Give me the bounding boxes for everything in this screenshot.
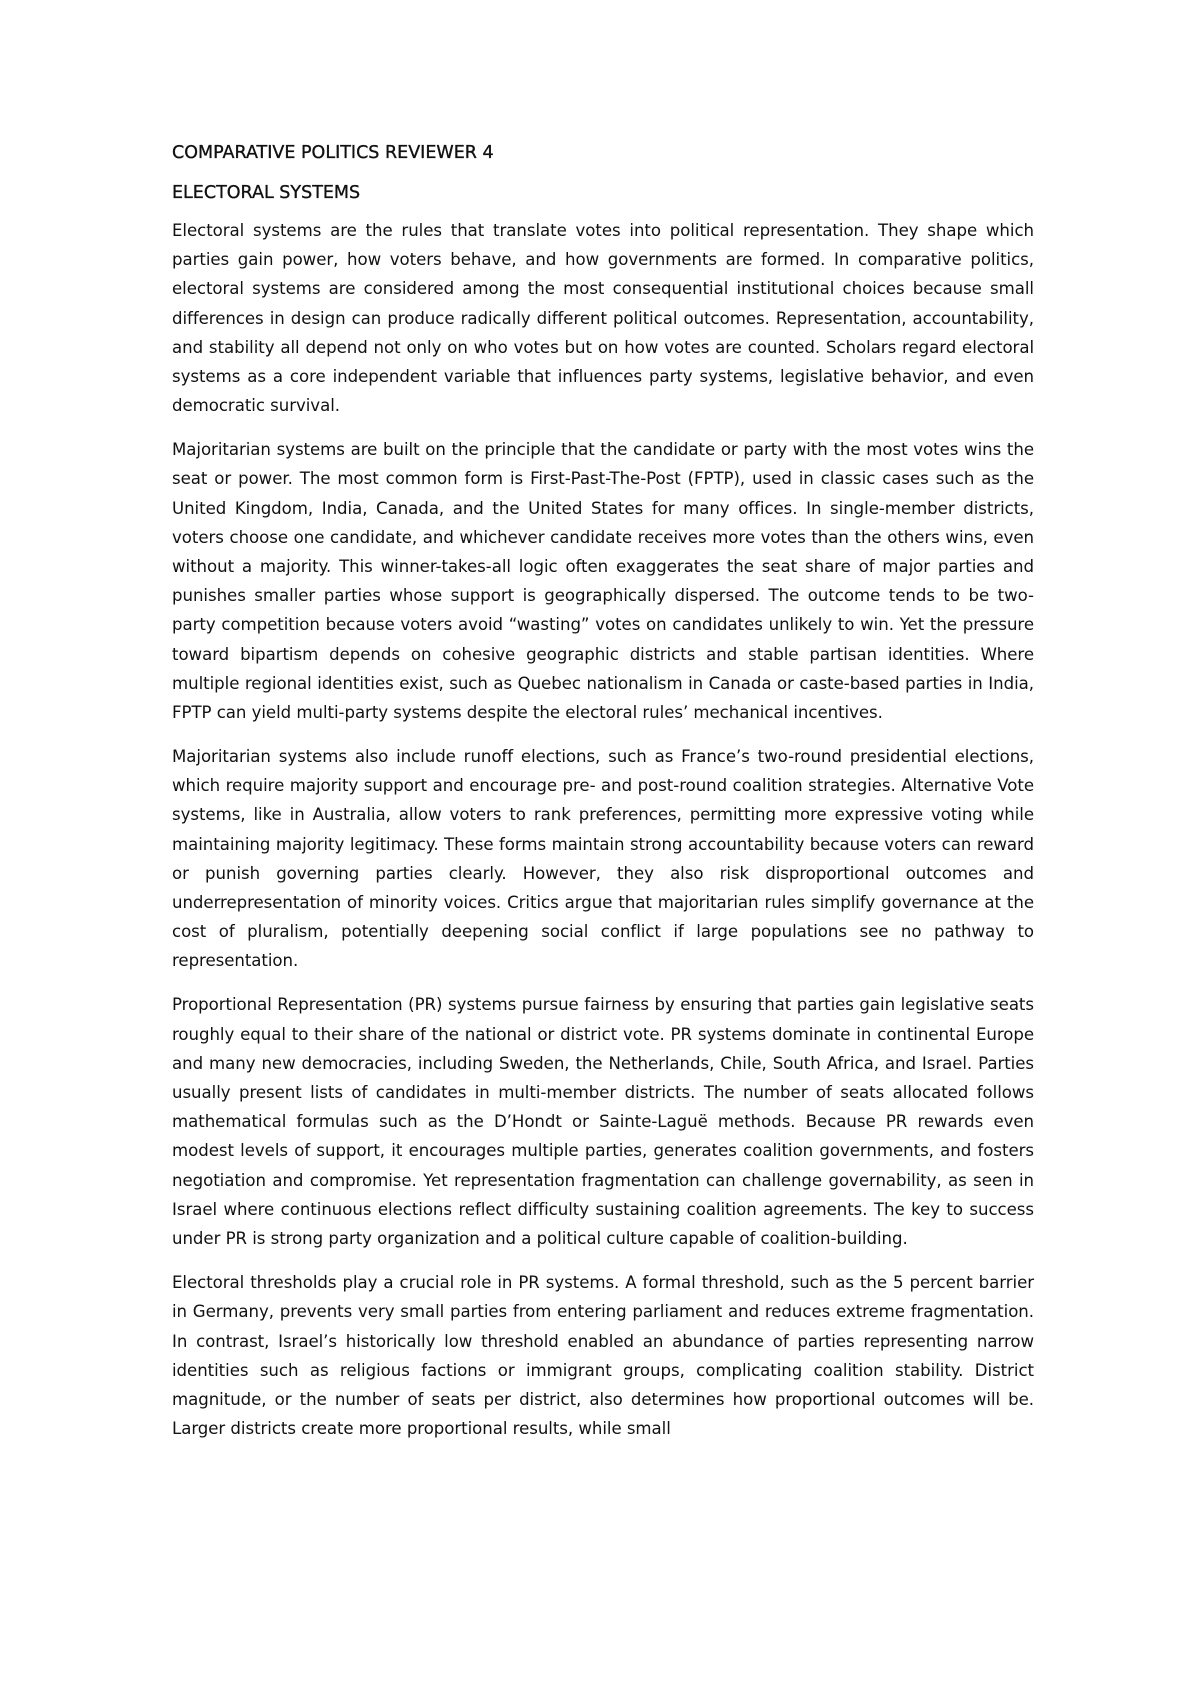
- section-heading: ELECTORAL SYSTEMS: [172, 183, 361, 203]
- paragraph-runoff: Majoritarian systems also include runoff elections, such as France’s two-round presidential elections, which require majority support and encourage pre- and post-round coalition strategies. Alternative Vote systems, like in Australia, allow voters to rank preferences, permitting more expressive voting while maintaining majority legitimacy. These forms maintain strong accountability because voters can reward or punish governing parties clearly. However, they also risk disproportional outcomes and underrepresentation of minority voices. Critics argue that majoritarian rules simplify governance at the cost of pluralism, potentially deepening social conflict if large populations see no pathway to representation.: [172, 747, 1034, 971]
- paragraph-thresholds: Electoral thresholds play a crucial role in PR systems. A formal threshold, such as the 5 percent barrier in Germany, prevents very small parties from entering parliament and reduces extreme fragmentation. In contrast, Israel’s historically low threshold enabled an abundance of parties representing narrow identities such as religious factions or immigrant groups, complicating coalition stability. District magnitude, or the number of seats per district, also determines how proportional outcomes will be. Larger districts create more proportional results, while small: [172, 1273, 1034, 1439]
- paragraph-proportional: Proportional Representation (PR) systems pursue fairness by ensuring that parties gain legislative seats roughly equal to their share of the national or district vote. PR systems dominate in continental Europe and many new democracies, including Sweden, the Netherlands, Chile, South Africa, and Israel. Parties usually present lists of candidates in multi-member districts. The number of seats allocated follows mathematical formulas such as the D’Hondt or Sainte-Laguë methods. Because PR rewards even modest levels of support, it encourages multiple parties, generates coalition governments, and fosters negotiation and compromise. Yet representation fragmentation can challenge governability, as seen in Israel where continuous elections reflect difficulty sustaining coalition agreements. The key to success under PR is strong party organization and a political culture capable of coalition-building.: [172, 995, 1034, 1249]
- paragraph-intro: Electoral systems are the rules that translate votes into political representation. They shape which parties gain power, how voters behave, and how governments are formed. In comparative politics, electoral systems are considered among the most consequential institutional choices because small differences in design can produce radically different political outcomes. Representation, accountability, and stability all depend not only on who votes but on how votes are counted. Scholars regard electoral systems as a core independent variable that influences party systems, legislative behavior, and even democratic survival.: [172, 221, 1034, 416]
- document-content: [172, 138, 1034, 1458]
- document-title: COMPARATIVE POLITICS REVIEWER 4: [172, 143, 494, 163]
- paragraph-majoritarian: Majoritarian systems are built on the principle that the candidate or party with the most votes wins the seat or power. The most common form is First-Past-The-Post (FPTP), used in classic cases such as the United Kingdom, India, Canada, and the United States for many offices. In single-member districts, voters choose one candidate, and whichever candidate receives more votes than the others wins, even without a majority. This winner-takes-all logic often exaggerates the seat share of major parties and punishes smaller parties whose support is geographically dispersed. The outcome tends to be two-party competition because voters avoid “wasting” votes on candidates unlikely to win. Yet the pressure toward bipartism depends on cohesive geographic districts and stable partisan identities. Where multiple regional identities exist, such as Quebec nationalism in Canada or caste-based parties in India, FPTP can yield multi-party systems despite the electoral rules’ mechanical incentives.: [172, 440, 1034, 723]
